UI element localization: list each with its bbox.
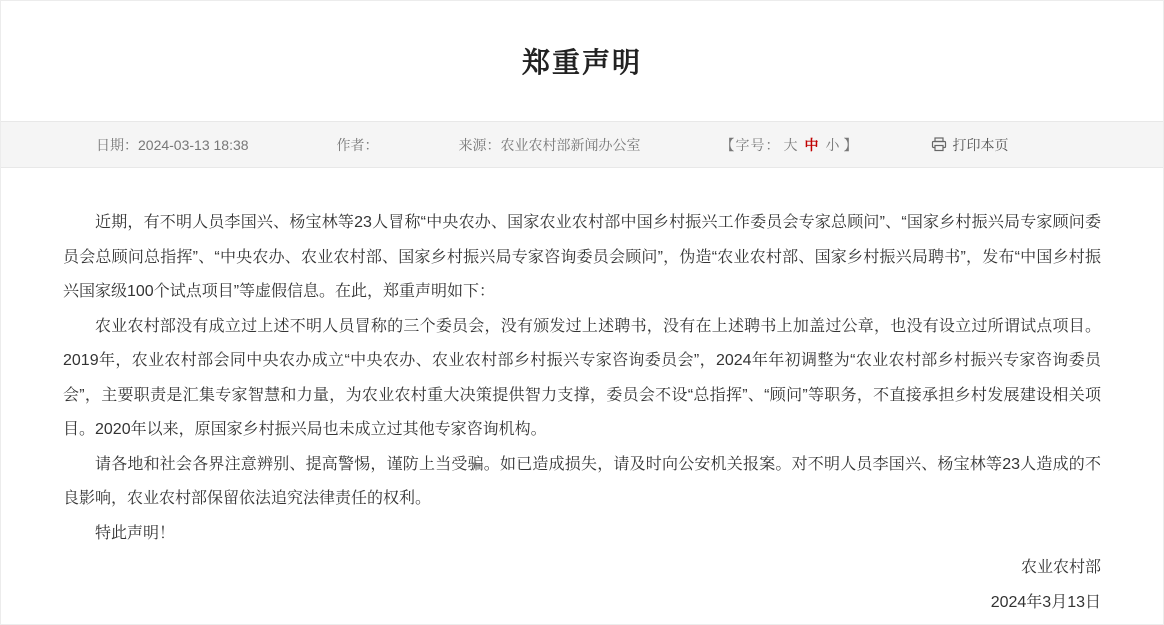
author-label: 作者： <box>336 136 379 153</box>
source-label: 来源： <box>458 136 501 153</box>
paragraph-intro: 近期，有不明人员李国兴、杨宝林等23人冒称“中央农办、国家农业农村部中国乡村振兴工作委员会专家总顾问”、“国家乡村振兴局专家顾问委员会总顾问总指挥”、“中央农办、农业农村部、国家乡村振兴局专家咨询委员会顾问”，伪造“农业农村部、国家乡村振兴局聘书”，发布“中国乡村振兴国家级100个试点项目”等虚假信息。在此，郑重声明如下： <box>63 214 1101 300</box>
source-value: 农业农村部新闻办公室 <box>500 136 641 153</box>
meta-author <box>337 135 379 155</box>
font-size-small-button[interactable]: 小 <box>825 136 841 153</box>
date-label: 日期： <box>96 136 138 153</box>
meta-date <box>96 135 249 155</box>
meta-source <box>459 135 641 155</box>
date-value: 2024-03-13 18:38 <box>138 136 249 153</box>
paragraph-closing: 特此声明！ <box>95 524 176 542</box>
article-body <box>1 168 1163 620</box>
print-label: 打印本页 <box>952 136 1009 153</box>
font-size-large-button[interactable]: 大 <box>783 136 799 153</box>
paragraph-clarification: 农业农村部没有成立过上述不明人员冒称的三个委员会，没有颁发过上述聘书，没有在上述聘书上加盖过公章，也没有设立过所谓试点项目。2019年，农业农村部会同中央农办成立“中央农办、农业农村部乡村振兴专家咨询委员会”，2024年年初调整为“农业农村部乡村振兴专家咨询委员会”，主要职责是汇集专家智慧和力量，为农业农村重大决策提供智力支撑，委员会不设“总指挥”、“顾问”等职务，不直接承担乡村发展建设相关项目。2020年以来，原国家乡村振兴局也未成立过其他专家咨询机构。 <box>63 317 1101 438</box>
font-size-prefix: 【字号： <box>720 136 781 153</box>
font-size-suffix: 】 <box>843 136 859 153</box>
signature-date: 2024年3月13日 <box>990 593 1101 611</box>
font-size-switcher <box>721 135 859 155</box>
signature: 农业农村部 <box>1020 559 1101 576</box>
page-title: 郑重声明 <box>521 47 642 78</box>
font-size-medium-button[interactable]: 中 <box>804 136 820 153</box>
paragraph-warning: 请各地和社会各界注意辨别、提高警惕，谨防上当受骗。如已造成损失，请及时向公安机关报案。对不明人员李国兴、杨宝林等23人造成的不良影响，农业农村部保留依法追究法律责任的权利。 <box>63 455 1101 507</box>
article-meta-bar <box>1 121 1163 168</box>
print-page-button[interactable] <box>931 135 1009 155</box>
printer-icon <box>931 137 947 152</box>
